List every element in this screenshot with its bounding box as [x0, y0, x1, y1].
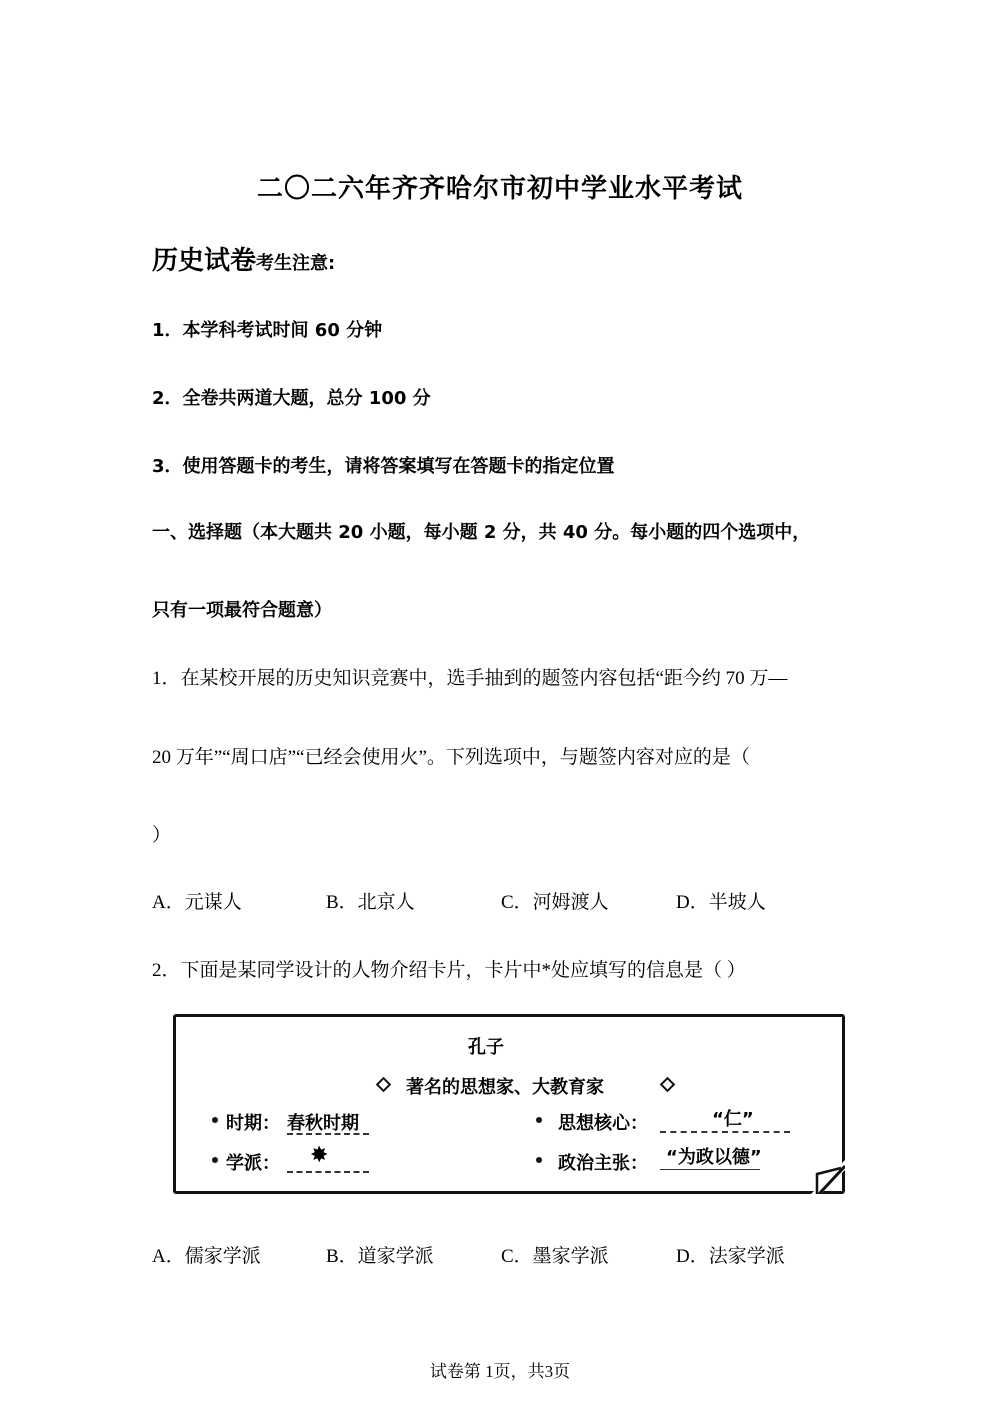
q1-option-a: A．元谋人 [152, 892, 242, 913]
card-politics-value: “为政以德” [666, 1147, 762, 1168]
q2-option-c: C．墨家学派 [501, 1246, 609, 1267]
q1-stem-line3: ） [152, 825, 172, 846]
card-school-blank-star: ✸ [310, 1143, 329, 1168]
q1-stem-line2: 20 万年”“周口店”“已经会使用火”。下列选项中，与题签内容对应的是（ [152, 747, 750, 768]
bullet-icon [212, 1117, 218, 1123]
card-period-label: 时期： [226, 1113, 280, 1134]
politics-underline [660, 1169, 760, 1170]
notice-label: 考生注意: [256, 253, 336, 274]
q1-option-d: D．半坡人 [676, 892, 766, 913]
q1-option-b: B．北京人 [326, 892, 415, 913]
subject-name: 历史试卷 [152, 246, 257, 276]
card-tagline: 著名的思想家、大教育家 [406, 1077, 604, 1098]
diamond-icon [660, 1077, 676, 1093]
section-heading-line2: 只有一项最符合题意） [152, 600, 332, 621]
card-school-label: 学派： [226, 1153, 280, 1174]
q1-stem-line1: 1．在某校开展的历史知识竞赛中，选手抽到的题签内容包括“距今约 70 万— [152, 668, 788, 689]
page-curl-corner [811, 1160, 845, 1194]
q2-stem: 2．下面是某同学设计的人物介绍卡片，卡片中*处应填写的信息是（ ） [152, 960, 746, 981]
school-underline [287, 1171, 369, 1173]
card-core-value: “仁” [712, 1109, 754, 1130]
bullet-icon [536, 1117, 542, 1123]
core-underline [660, 1131, 790, 1133]
q1-option-c: C．河姆渡人 [501, 892, 609, 913]
exam-title: 二〇二六年齐齐哈尔市初中学业水平考试 [256, 174, 743, 204]
card-politics-label: 政治主张： [558, 1153, 648, 1174]
person-card [173, 1014, 845, 1194]
card-period-value: 春秋时期 [287, 1113, 359, 1134]
section-heading-line1: 一、选择题（本大题共 20 小题，每小题 2 分，共 40 分。每小题的四个选项中， [152, 522, 811, 543]
note-3: 3．使用答题卡的考生，请将答案填写在答题卡的指定位置 [152, 456, 615, 477]
note-1: 1．本学科考试时间 60 分钟 [152, 320, 383, 341]
card-person-name: 孔子 [468, 1037, 504, 1058]
note-2: 2．全卷共两道大题，总分 100 分 [152, 388, 431, 409]
q2-option-d: D．法家学派 [676, 1246, 785, 1267]
subject-line [152, 240, 335, 277]
q2-option-b: B．道家学派 [326, 1246, 434, 1267]
q2-option-a: A．儒家学派 [152, 1246, 261, 1267]
page-footer: 试卷第 1页，共3页 [429, 1362, 571, 1381]
bullet-icon [212, 1157, 218, 1163]
period-underline [287, 1133, 369, 1135]
diamond-icon [376, 1077, 392, 1093]
bullet-icon [536, 1157, 542, 1163]
card-core-label: 思想核心： [558, 1113, 648, 1134]
